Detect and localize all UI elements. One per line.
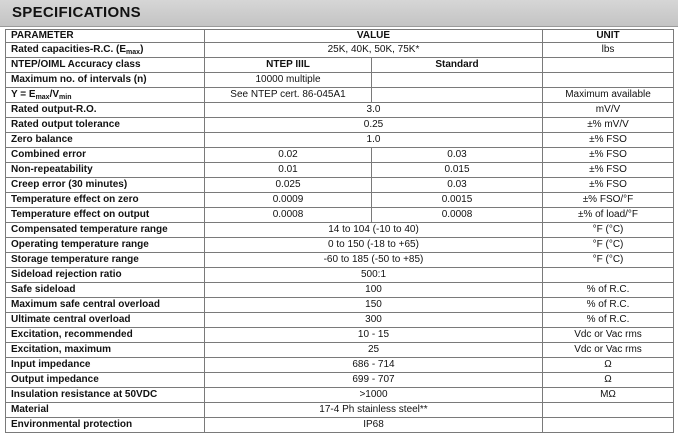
param-cell: Zero balance bbox=[6, 133, 205, 148]
unit-cell: ±% FSO bbox=[543, 163, 674, 178]
unit-cell: °F (°C) bbox=[543, 223, 674, 238]
param-cell: Rated capacities-R.C. $(E_{max})$ bbox=[6, 43, 205, 58]
param-cell: Sideload rejection ratio bbox=[6, 268, 205, 283]
unit-cell bbox=[543, 58, 674, 73]
table-row bbox=[6, 133, 674, 148]
param-cell: NTEP/OIML Accuracy class bbox=[6, 58, 205, 73]
param-cell: Compensated temperature range bbox=[6, 223, 205, 238]
unit-cell: MΩ bbox=[543, 388, 674, 403]
table-row bbox=[6, 403, 674, 418]
table-header-row bbox=[6, 30, 674, 43]
param-cell: Storage temperature range bbox=[6, 253, 205, 268]
unit-cell: °F (°C) bbox=[543, 253, 674, 268]
value-cell: 0.25 bbox=[205, 118, 543, 133]
param-cell: Safe sideload bbox=[6, 283, 205, 298]
value-cell: >1000 bbox=[205, 388, 543, 403]
param-cell: Maximum no. of intervals (n) bbox=[6, 73, 205, 88]
unit-cell: ±% FSO/°F bbox=[543, 193, 674, 208]
table-row bbox=[6, 118, 674, 133]
value-cell-ntep: See NTEP cert. 86-045A1 bbox=[205, 88, 372, 103]
unit-cell: °F (°C) bbox=[543, 238, 674, 253]
table-row bbox=[6, 208, 674, 223]
param-cell: Rated output-R.O. bbox=[6, 103, 205, 118]
unit-cell: Vdc or Vac rms bbox=[543, 343, 674, 358]
unit-cell: Maximum available bbox=[543, 88, 674, 103]
value-cell-standard: 0.03 bbox=[372, 148, 543, 163]
unit-cell bbox=[543, 73, 674, 88]
value-cell-ntep: 0.0008 bbox=[205, 208, 372, 223]
value-cell-standard: Standard bbox=[372, 58, 543, 73]
specifications-table bbox=[5, 29, 674, 433]
section-header bbox=[0, 0, 678, 27]
value-cell-ntep: 10000 multiple bbox=[205, 73, 372, 88]
value-cell-ntep: 0.0009 bbox=[205, 193, 372, 208]
value-cell: 25K, 40K, 50K, 75K* bbox=[205, 43, 543, 58]
table-row bbox=[6, 418, 674, 433]
param-cell: Combined error bbox=[6, 148, 205, 163]
param-cell: Environmental protection bbox=[6, 418, 205, 433]
value-cell: 25 bbox=[205, 343, 543, 358]
unit-cell: Vdc or Vac rms bbox=[543, 328, 674, 343]
param-cell: Insulation resistance at 50VDC bbox=[6, 388, 205, 403]
column-header-value: VALUE bbox=[205, 30, 543, 43]
param-cell: $Y = E_{max}/V_{min}$ bbox=[6, 88, 205, 103]
value-cell: 686 - 714 bbox=[205, 358, 543, 373]
column-header-parameter: PARAMETER bbox=[6, 30, 205, 43]
value-cell: 14 to 104 (-10 to 40) bbox=[205, 223, 543, 238]
unit-cell: ±% mV/V bbox=[543, 118, 674, 133]
unit-cell bbox=[543, 403, 674, 418]
table-row bbox=[6, 358, 674, 373]
value-cell-standard: 0.0008 bbox=[372, 208, 543, 223]
table-row bbox=[6, 43, 674, 58]
unit-cell: ±% of load/°F bbox=[543, 208, 674, 223]
table-row bbox=[6, 253, 674, 268]
value-cell: 150 bbox=[205, 298, 543, 313]
value-cell: -60 to 185 (-50 to +85) bbox=[205, 253, 543, 268]
value-cell: 500:1 bbox=[205, 268, 543, 283]
unit-cell: mV/V bbox=[543, 103, 674, 118]
section-title: SPECIFICATIONS bbox=[12, 4, 141, 21]
param-cell: Temperature effect on zero bbox=[6, 193, 205, 208]
table-row bbox=[6, 343, 674, 358]
table-row bbox=[6, 238, 674, 253]
value-cell-ntep: 0.01 bbox=[205, 163, 372, 178]
param-cell: Rated output tolerance bbox=[6, 118, 205, 133]
value-cell-standard bbox=[372, 73, 543, 88]
value-cell: 10 - 15 bbox=[205, 328, 543, 343]
table-row bbox=[6, 223, 674, 238]
value-cell: 1.0 bbox=[205, 133, 543, 148]
table-row bbox=[6, 58, 674, 73]
unit-cell: lbs bbox=[543, 43, 674, 58]
param-cell: Maximum safe central overload bbox=[6, 298, 205, 313]
value-cell: 17-4 Ph stainless steel** bbox=[205, 403, 543, 418]
unit-cell: ±% FSO bbox=[543, 148, 674, 163]
value-cell-standard: 0.015 bbox=[372, 163, 543, 178]
table-row bbox=[6, 268, 674, 283]
table-row bbox=[6, 283, 674, 298]
table-row bbox=[6, 373, 674, 388]
unit-cell: % of R.C. bbox=[543, 313, 674, 328]
unit-cell: % of R.C. bbox=[543, 283, 674, 298]
table-row bbox=[6, 193, 674, 208]
value-cell-ntep: NTEP IIIL bbox=[205, 58, 372, 73]
table-row bbox=[6, 73, 674, 88]
value-cell: 100 bbox=[205, 283, 543, 298]
table-row bbox=[6, 163, 674, 178]
value-cell-ntep: 0.02 bbox=[205, 148, 372, 163]
unit-cell bbox=[543, 418, 674, 433]
table-row bbox=[6, 148, 674, 163]
value-cell-standard: 0.0015 bbox=[372, 193, 543, 208]
param-cell: Input impedance bbox=[6, 358, 205, 373]
table-row bbox=[6, 178, 674, 193]
unit-cell: ±% FSO bbox=[543, 178, 674, 193]
unit-cell: ±% FSO bbox=[543, 133, 674, 148]
table-row bbox=[6, 388, 674, 403]
param-cell: Material bbox=[6, 403, 205, 418]
value-cell-ntep: 0.025 bbox=[205, 178, 372, 193]
table-row bbox=[6, 328, 674, 343]
param-cell: Operating temperature range bbox=[6, 238, 205, 253]
value-cell: 699 - 707 bbox=[205, 373, 543, 388]
column-header-unit: UNIT bbox=[543, 30, 674, 43]
param-cell: Non-repeatability bbox=[6, 163, 205, 178]
value-cell-standard: 0.03 bbox=[372, 178, 543, 193]
param-cell: Creep error (30 minutes) bbox=[6, 178, 205, 193]
unit-cell: Ω bbox=[543, 373, 674, 388]
unit-cell bbox=[543, 268, 674, 283]
param-cell: Excitation, recommended bbox=[6, 328, 205, 343]
value-cell: 300 bbox=[205, 313, 543, 328]
table-row bbox=[6, 313, 674, 328]
value-cell: 3.0 bbox=[205, 103, 543, 118]
table-row bbox=[6, 103, 674, 118]
param-cell: Temperature effect on output bbox=[6, 208, 205, 223]
unit-cell: % of R.C. bbox=[543, 298, 674, 313]
value-cell: 0 to 150 (-18 to +65) bbox=[205, 238, 543, 253]
unit-cell: Ω bbox=[543, 358, 674, 373]
value-cell-standard bbox=[372, 88, 543, 103]
param-cell: Ultimate central overload bbox=[6, 313, 205, 328]
param-cell: Output impedance bbox=[6, 373, 205, 388]
value-cell: IP68 bbox=[205, 418, 543, 433]
param-cell: Excitation, maximum bbox=[6, 343, 205, 358]
table-row bbox=[6, 88, 674, 103]
table-row bbox=[6, 298, 674, 313]
